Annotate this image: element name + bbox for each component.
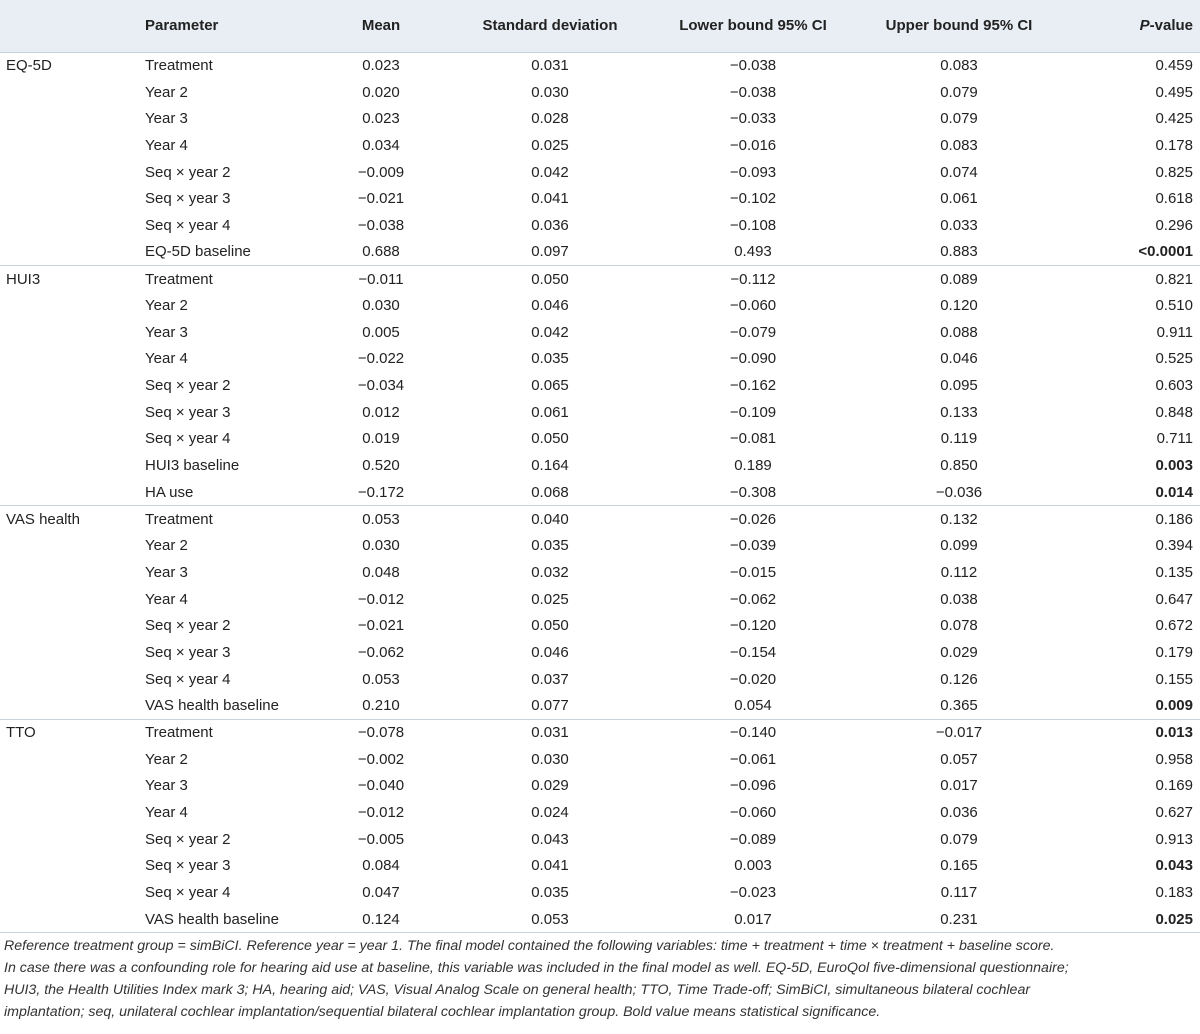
lower-bound-cell: −0.079: [729, 323, 777, 341]
lower-bound-cell: −0.081: [729, 430, 777, 448]
sd-cell: 0.029: [531, 777, 569, 795]
table-row: [0, 612, 1200, 639]
sd-cell: 0.042: [531, 323, 569, 341]
group-cell: [0, 586, 145, 613]
p-value-cell: 0.911: [1156, 323, 1193, 341]
parameter-cell: Seq × year 3: [145, 643, 231, 661]
mean-cell: −0.040: [357, 777, 405, 795]
p-value-cell: 0.958: [1155, 750, 1193, 768]
group-cell: [0, 372, 145, 399]
group-cell: [0, 639, 145, 666]
lower-bound-cell: −0.140: [649, 719, 857, 746]
upper-bound-cell: 0.119: [940, 430, 978, 448]
p-value-cell: 0.178: [1155, 136, 1193, 154]
lower-bound-cell: 0.189: [734, 457, 772, 475]
mean-cell: 0.030: [362, 297, 400, 315]
table-row: [0, 666, 1200, 693]
group-cell: [0, 693, 145, 720]
sd-cell: 0.041: [531, 857, 569, 875]
footnote-line: HUI3, the Health Utilities Index mark 3; HA, hearing aid; VAS, Visual Analog Scale on general health; TTO, Time Trade-off; SimBiCI, simultaneous bilateral cochlear: [4, 982, 1031, 998]
group-cell: [0, 185, 145, 212]
p-value-cell: 0.003: [1155, 457, 1193, 475]
mean-cell: 0.023: [311, 52, 451, 79]
p-value-cell: 0.495: [1155, 83, 1193, 101]
table-row: [0, 452, 1200, 479]
parameter-cell: Seq × year 3: [145, 857, 231, 875]
header-mean: Mean: [361, 17, 401, 35]
lower-bound-cell: −0.112: [649, 266, 857, 293]
upper-bound-cell: 0.095: [940, 377, 978, 395]
lower-bound-cell: −0.090: [729, 350, 777, 368]
group-cell: [0, 879, 145, 906]
mean-cell: 0.030: [362, 537, 400, 555]
table-body: [0, 52, 1200, 933]
upper-bound-cell: 0.088: [940, 323, 978, 341]
lower-bound-cell: −0.038: [729, 83, 777, 101]
lower-bound-cell: −0.093: [729, 163, 777, 181]
parameter-cell: Treatment: [145, 52, 311, 79]
table-row: [0, 185, 1200, 212]
p-value-cell: 0.848: [1155, 403, 1193, 421]
table-row: [0, 79, 1200, 106]
p-value-cell: 0.296: [1155, 216, 1193, 234]
sd-cell: 0.035: [531, 884, 569, 902]
table-row: [0, 292, 1200, 319]
header-p-value-rest: -value: [1149, 17, 1193, 35]
group-cell: EQ-5D: [0, 52, 145, 79]
upper-bound-cell: 0.057: [940, 750, 978, 768]
p-value-cell: 0.618: [1155, 190, 1193, 208]
parameter-cell: EQ-5D baseline: [145, 243, 251, 261]
upper-bound-cell: −0.036: [935, 483, 983, 501]
group-cell: [0, 79, 145, 106]
mean-cell: 0.048: [362, 563, 400, 581]
lower-bound-cell: −0.060: [729, 804, 777, 822]
mean-cell: −0.012: [357, 590, 405, 608]
upper-bound-cell: 0.079: [940, 830, 978, 848]
upper-bound-cell: 0.046: [940, 350, 978, 368]
upper-bound-cell: 0.078: [940, 617, 978, 635]
sd-cell: 0.025: [531, 590, 569, 608]
sd-cell: 0.030: [531, 750, 569, 768]
parameter-cell: Year 3: [145, 777, 188, 795]
group-cell: [0, 399, 145, 426]
parameter-cell: Seq × year 2: [145, 617, 231, 635]
table-row: [0, 853, 1200, 880]
lower-bound-cell: 0.493: [734, 243, 772, 261]
table-row: [0, 132, 1200, 159]
parameter-cell: VAS health baseline: [145, 697, 279, 715]
parameter-cell: Year 4: [145, 804, 188, 822]
parameter-cell: VAS health baseline: [145, 906, 311, 933]
group-cell: TTO: [0, 719, 145, 746]
parameter-cell: Year 2: [145, 83, 188, 101]
table-row: [0, 532, 1200, 559]
lower-bound-cell: −0.023: [729, 884, 777, 902]
parameter-cell: Year 4: [145, 590, 188, 608]
parameter-cell: HA use: [145, 483, 194, 501]
parameter-cell: HUI3 baseline: [145, 457, 240, 475]
mean-cell: 0.520: [362, 457, 400, 475]
table-row: [0, 319, 1200, 346]
group-cell: [0, 426, 145, 453]
upper-bound-cell: 0.079: [940, 110, 978, 128]
lower-bound-cell: −0.162: [729, 377, 777, 395]
upper-bound-cell: 0.126: [940, 670, 978, 688]
parameter-cell: Treatment: [145, 506, 311, 533]
footnote-line: implantation; seq, unilateral cochlear implantation/sequential bilateral cochlear implantation group. Bold value means statistical significance.: [4, 1004, 881, 1020]
p-value-cell: 0.510: [1155, 297, 1193, 315]
table-row: [0, 212, 1200, 239]
upper-bound-cell: 0.099: [940, 537, 978, 555]
parameter-cell: Treatment: [145, 719, 311, 746]
group-cell: VAS health: [0, 506, 145, 533]
p-value-cell: 0.169: [1155, 777, 1193, 795]
upper-bound-cell: 0.029: [940, 643, 978, 661]
header-group: [0, 0, 145, 52]
parameter-cell: Seq × year 2: [145, 830, 231, 848]
sd-cell: 0.077: [531, 697, 569, 715]
mean-cell: −0.022: [357, 350, 405, 368]
p-value-cell: 0.913: [1155, 830, 1193, 848]
mean-cell: 0.210: [362, 697, 400, 715]
lower-bound-cell: 0.054: [734, 697, 772, 715]
sd-cell: 0.050: [531, 430, 569, 448]
group-cell: [0, 612, 145, 639]
sd-cell: 0.053: [451, 906, 649, 933]
sd-cell: 0.040: [451, 506, 649, 533]
p-value-cell: 0.394: [1155, 537, 1193, 555]
footnote-line: Reference treatment group = simBiCI. Reference year = year 1. The final model contained the following variables: time + treatment + time × treatment + baseline score.: [4, 938, 1055, 954]
mean-cell: −0.009: [357, 163, 405, 181]
p-value-cell: 0.013: [1061, 719, 1200, 746]
table-row: [0, 879, 1200, 906]
mean-cell: 0.034: [362, 136, 400, 154]
upper-bound-cell: 0.117: [940, 884, 978, 902]
upper-bound-cell: 0.120: [940, 297, 978, 315]
sd-cell: 0.032: [531, 563, 569, 581]
mean-cell: −0.005: [357, 830, 405, 848]
sd-cell: 0.061: [531, 403, 569, 421]
table-row: [0, 105, 1200, 132]
p-value-cell: 0.025: [1061, 906, 1200, 933]
p-value-cell: 0.459: [1061, 52, 1200, 79]
mean-cell: 0.084: [362, 857, 400, 875]
sd-cell: 0.050: [451, 266, 649, 293]
parameter-cell: Treatment: [145, 266, 311, 293]
lower-bound-cell: −0.062: [729, 590, 777, 608]
upper-bound-cell: 0.365: [940, 697, 978, 715]
group-cell: [0, 746, 145, 773]
lower-bound-cell: 0.003: [734, 857, 772, 875]
mean-cell: 0.005: [362, 323, 400, 341]
upper-bound-cell: 0.089: [857, 266, 1061, 293]
parameter-cell: Year 4: [145, 350, 188, 368]
mean-cell: −0.038: [357, 216, 405, 234]
mean-cell: −0.078: [311, 719, 451, 746]
group-cell: [0, 532, 145, 559]
group-cell: HUI3: [0, 266, 145, 293]
table-row: [0, 372, 1200, 399]
group-cell: [0, 906, 145, 933]
parameter-cell: Seq × year 4: [145, 430, 231, 448]
upper-bound-cell: 0.883: [940, 243, 978, 261]
header-standard-deviation: Standard deviation: [482, 17, 618, 35]
table-row: [0, 799, 1200, 826]
group-cell: [0, 799, 145, 826]
sd-cell: 0.031: [451, 52, 649, 79]
group-cell: [0, 479, 145, 506]
p-value-cell: 0.425: [1155, 110, 1193, 128]
group-cell: [0, 239, 145, 266]
upper-bound-cell: 0.017: [940, 777, 978, 795]
mean-cell: 0.124: [311, 906, 451, 933]
parameter-cell: Seq × year 3: [145, 190, 231, 208]
mean-cell: 0.012: [362, 403, 400, 421]
upper-bound-cell: 0.231: [857, 906, 1061, 933]
group-cell: [0, 853, 145, 880]
sd-cell: 0.035: [531, 537, 569, 555]
table-footnote: [4, 935, 1196, 1023]
header-upper-bound: Upper bound 95% CI: [885, 17, 1033, 35]
lower-bound-cell: −0.060: [729, 297, 777, 315]
mean-cell: −0.062: [357, 643, 405, 661]
table-row: [0, 346, 1200, 373]
sd-cell: 0.031: [451, 719, 649, 746]
table-row: [0, 159, 1200, 186]
p-value-cell: 0.825: [1155, 163, 1193, 181]
parameter-cell: Year 2: [145, 297, 188, 315]
group-cell: [0, 212, 145, 239]
table-row: [0, 506, 1200, 533]
parameter-cell: Seq × year 4: [145, 216, 231, 234]
group-cell: [0, 132, 145, 159]
p-value-cell: 0.183: [1155, 884, 1193, 902]
lower-bound-cell: −0.061: [729, 750, 777, 768]
sd-cell: 0.046: [531, 297, 569, 315]
footnote-line: In case there was a confounding role for hearing aid use at baseline, this variable was included in the final model as well. EQ-5D, EuroQol five-dimensional questionnaire;: [4, 960, 1069, 976]
lower-bound-cell: −0.089: [729, 830, 777, 848]
lower-bound-cell: −0.108: [729, 216, 777, 234]
p-value-cell: 0.186: [1061, 506, 1200, 533]
p-value-cell: 0.014: [1155, 483, 1193, 501]
upper-bound-cell: 0.083: [857, 52, 1061, 79]
sd-cell: 0.030: [531, 83, 569, 101]
mean-cell: −0.021: [357, 617, 405, 635]
sd-cell: 0.042: [531, 163, 569, 181]
parameter-cell: Seq × year 4: [145, 670, 231, 688]
upper-bound-cell: 0.036: [940, 804, 978, 822]
lower-bound-cell: −0.109: [729, 403, 777, 421]
p-value-cell: <0.0001: [1138, 243, 1193, 261]
lower-bound-cell: −0.033: [729, 110, 777, 128]
group-cell: [0, 346, 145, 373]
table-row: [0, 906, 1200, 933]
sd-cell: 0.097: [531, 243, 569, 261]
parameter-cell: Seq × year 2: [145, 377, 231, 395]
group-cell: [0, 773, 145, 800]
sd-cell: 0.035: [531, 350, 569, 368]
sd-cell: 0.050: [531, 617, 569, 635]
p-value-cell: 0.821: [1061, 266, 1200, 293]
group-cell: [0, 559, 145, 586]
p-value-cell: 0.155: [1155, 670, 1193, 688]
mean-cell: 0.688: [362, 243, 400, 261]
p-value-cell: 0.135: [1155, 563, 1193, 581]
mean-cell: 0.020: [362, 83, 400, 101]
parameter-cell: Year 2: [145, 750, 188, 768]
table-row: [0, 266, 1200, 293]
table-row: [0, 52, 1200, 79]
lower-bound-cell: −0.308: [729, 483, 777, 501]
mean-cell: −0.002: [357, 750, 405, 768]
parameter-cell: Year 3: [145, 323, 188, 341]
table-row: [0, 746, 1200, 773]
sd-cell: 0.043: [531, 830, 569, 848]
parameter-cell: Year 2: [145, 537, 188, 555]
group-cell: [0, 452, 145, 479]
lower-bound-cell: −0.120: [729, 617, 777, 635]
p-value-cell: 0.009: [1155, 697, 1193, 715]
lower-bound-cell: −0.016: [729, 136, 777, 154]
mean-cell: 0.053: [311, 506, 451, 533]
p-value-cell: 0.627: [1155, 804, 1193, 822]
table-header: [0, 0, 1200, 52]
sd-cell: 0.025: [531, 136, 569, 154]
lower-bound-cell: −0.015: [729, 563, 777, 581]
parameter-cell: Year 3: [145, 563, 188, 581]
sd-cell: 0.036: [531, 216, 569, 234]
group-cell: [0, 826, 145, 853]
table-row: [0, 239, 1200, 266]
parameter-cell: Seq × year 3: [145, 403, 231, 421]
group-cell: [0, 105, 145, 132]
p-value-cell: 0.603: [1155, 377, 1193, 395]
upper-bound-cell: 0.074: [940, 163, 978, 181]
parameter-cell: Seq × year 2: [145, 163, 231, 181]
table-row: [0, 586, 1200, 613]
header-row: [0, 0, 1200, 52]
sd-cell: 0.037: [531, 670, 569, 688]
sd-cell: 0.024: [531, 804, 569, 822]
mean-cell: −0.172: [357, 483, 405, 501]
sd-cell: 0.028: [531, 110, 569, 128]
group-cell: [0, 319, 145, 346]
table-row: [0, 559, 1200, 586]
upper-bound-cell: 0.112: [940, 563, 978, 581]
mean-cell: 0.023: [362, 110, 400, 128]
lower-bound-cell: −0.039: [729, 537, 777, 555]
lower-bound-cell: −0.154: [729, 643, 777, 661]
lower-bound-cell: 0.017: [649, 906, 857, 933]
mean-cell: 0.019: [362, 430, 400, 448]
sd-cell: 0.164: [531, 457, 569, 475]
table-row: [0, 826, 1200, 853]
header-p-value-italic: P: [1139, 17, 1150, 35]
p-value-cell: 0.647: [1155, 590, 1193, 608]
p-value-cell: 0.043: [1155, 857, 1193, 875]
p-value-cell: 0.672: [1155, 617, 1193, 635]
p-value-cell: 0.525: [1155, 350, 1193, 368]
table-row: [0, 693, 1200, 720]
mean-cell: 0.047: [362, 884, 400, 902]
table-row: [0, 426, 1200, 453]
upper-bound-cell: 0.033: [940, 216, 978, 234]
table-row: [0, 773, 1200, 800]
mean-cell: −0.034: [357, 377, 405, 395]
table-row: [0, 479, 1200, 506]
upper-bound-cell: 0.038: [940, 590, 978, 608]
group-cell: [0, 292, 145, 319]
upper-bound-cell: 0.132: [857, 506, 1061, 533]
group-cell: [0, 159, 145, 186]
header-p-value: [1061, 0, 1200, 52]
parameter-cell: Seq × year 4: [145, 884, 231, 902]
mean-cell: −0.011: [311, 266, 451, 293]
sd-cell: 0.068: [531, 483, 569, 501]
upper-bound-cell: −0.017: [857, 719, 1061, 746]
upper-bound-cell: 0.083: [940, 136, 978, 154]
p-value-cell: 0.179: [1155, 643, 1193, 661]
upper-bound-cell: 0.133: [940, 403, 978, 421]
mean-cell: −0.021: [357, 190, 405, 208]
lower-bound-cell: −0.102: [729, 190, 777, 208]
lower-bound-cell: −0.038: [649, 52, 857, 79]
p-value-cell: 0.711: [1156, 430, 1193, 448]
parameter-cell: Year 4: [145, 136, 188, 154]
lower-bound-cell: −0.026: [649, 506, 857, 533]
sd-cell: 0.046: [531, 643, 569, 661]
upper-bound-cell: 0.165: [940, 857, 978, 875]
lower-bound-cell: −0.096: [729, 777, 777, 795]
upper-bound-cell: 0.850: [940, 457, 978, 475]
mean-cell: 0.053: [362, 670, 400, 688]
header-lower-bound: Lower bound 95% CI: [679, 17, 827, 35]
parameter-cell: Year 3: [145, 110, 188, 128]
table-row: [0, 639, 1200, 666]
sd-cell: 0.065: [531, 377, 569, 395]
header-parameter: Parameter: [145, 17, 219, 35]
table-row: [0, 719, 1200, 746]
sd-cell: 0.041: [531, 190, 569, 208]
table-row: [0, 399, 1200, 426]
upper-bound-cell: 0.079: [940, 83, 978, 101]
group-cell: [0, 666, 145, 693]
lower-bound-cell: −0.020: [729, 670, 777, 688]
mean-cell: −0.012: [357, 804, 405, 822]
upper-bound-cell: 0.061: [940, 190, 978, 208]
